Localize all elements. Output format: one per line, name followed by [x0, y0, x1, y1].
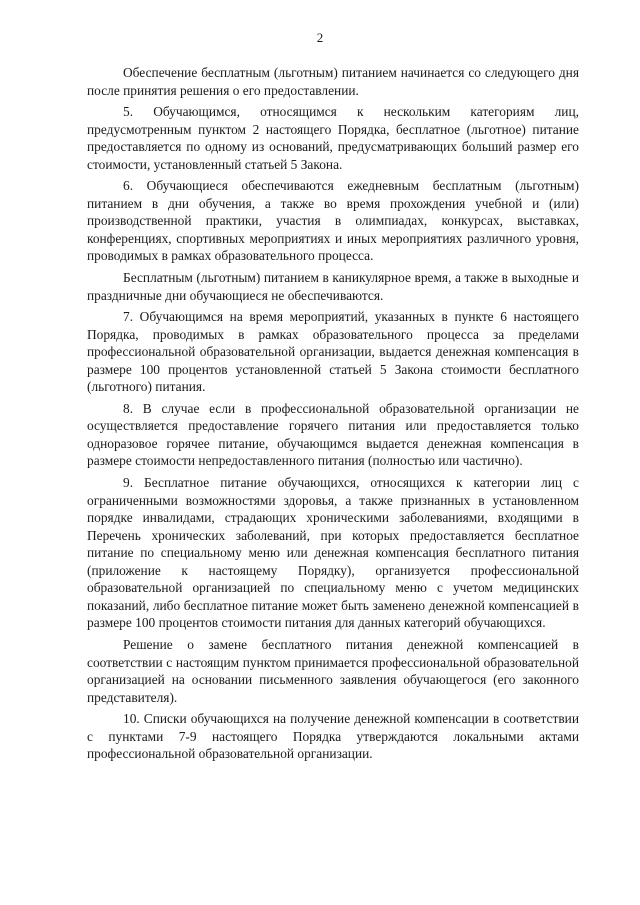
paragraph-9-decision: Решение о замене бесплатного питания денежной компенсацией в соответствии с настоящим пунктом принимается профессиональной образовательной организацией на основании письменного заявления обучающегося (его законного представителя).: [87, 636, 579, 705]
document-body: [87, 64, 579, 763]
paragraph-9: 9. Бесплатное питание обучающихся, относящихся к категории лиц с ограниченными возможностями здоровья, а также признанных в установленном порядке инвалидами, страдающих хроническими заболеваниями, входящими в Перечень хронических заболеваний, при которых предоставляется бесплатное питание по специальному меню или денежная компенсация бесплатного питания (приложение к настоящему Порядку), организуется профессиональной образовательной организацией по специальному меню с учетом медицинских показаний, либо бесплатное питание может быть заменено денежной компенсацией в размере 100 процентов стоимости питания для данных категорий обучающихся.: [87, 475, 579, 631]
paragraph-5: 5. Обучающимся, относящимся к нескольким категориям лиц, предусмотренным пунктом 2 настоящего Порядка, бесплатное (льготное) питание предоставляется по одному из оснований, предусматривающих больший размер его стоимости, установленный статьей 5 Закона.: [87, 104, 579, 172]
page-number: 2: [316, 30, 324, 45]
paragraph-6-note: Бесплатным (льготным) питанием в каникулярное время, а также в выходные и праздничные дни обучающиеся не обеспечиваются.: [87, 270, 579, 303]
paragraph-intro: Обеспечение бесплатным (льготным) питанием начинается со следующего дня после принятия решения о его предоставлении.: [87, 65, 579, 98]
paragraph-8: 8. В случае если в профессиональной образовательной организации не осуществляется предоставление горячего питания или предоставляется только одноразовое горячее питание, обучающимся выдается денежная компенсация в размере стоимости непредоставленного питания (полностью или частично).: [87, 400, 579, 469]
paragraph-10: 10. Списки обучающихся на получение денежной компенсации в соответствии с пунктами 7-9 настоящего Порядка утверждаются локальными актами профессиональной образовательной организации.: [87, 711, 579, 762]
paragraph-7: 7. Обучающимся на время мероприятий, указанных в пункте 6 настоящего Порядка, проводимых в рамках образовательного процесса за пределами профессиональной образовательной организации, выдается денежная компенсация в размере 100 процентов установленной статьей 5 Закона стоимости бесплатного (льготного) питания.: [87, 309, 579, 395]
paragraph-6: 6. Обучающиеся обеспечиваются ежедневным бесплатным (льготным) питанием в дни обучения, а также во время прохождения учебной и (или) производственной практики, участия в олимпиадах, конкурсах, выставках, конференциях, спортивных мероприятиях и иных мероприятиях различного уровня, проводимых в рамках образовательного процесса.: [87, 178, 579, 264]
